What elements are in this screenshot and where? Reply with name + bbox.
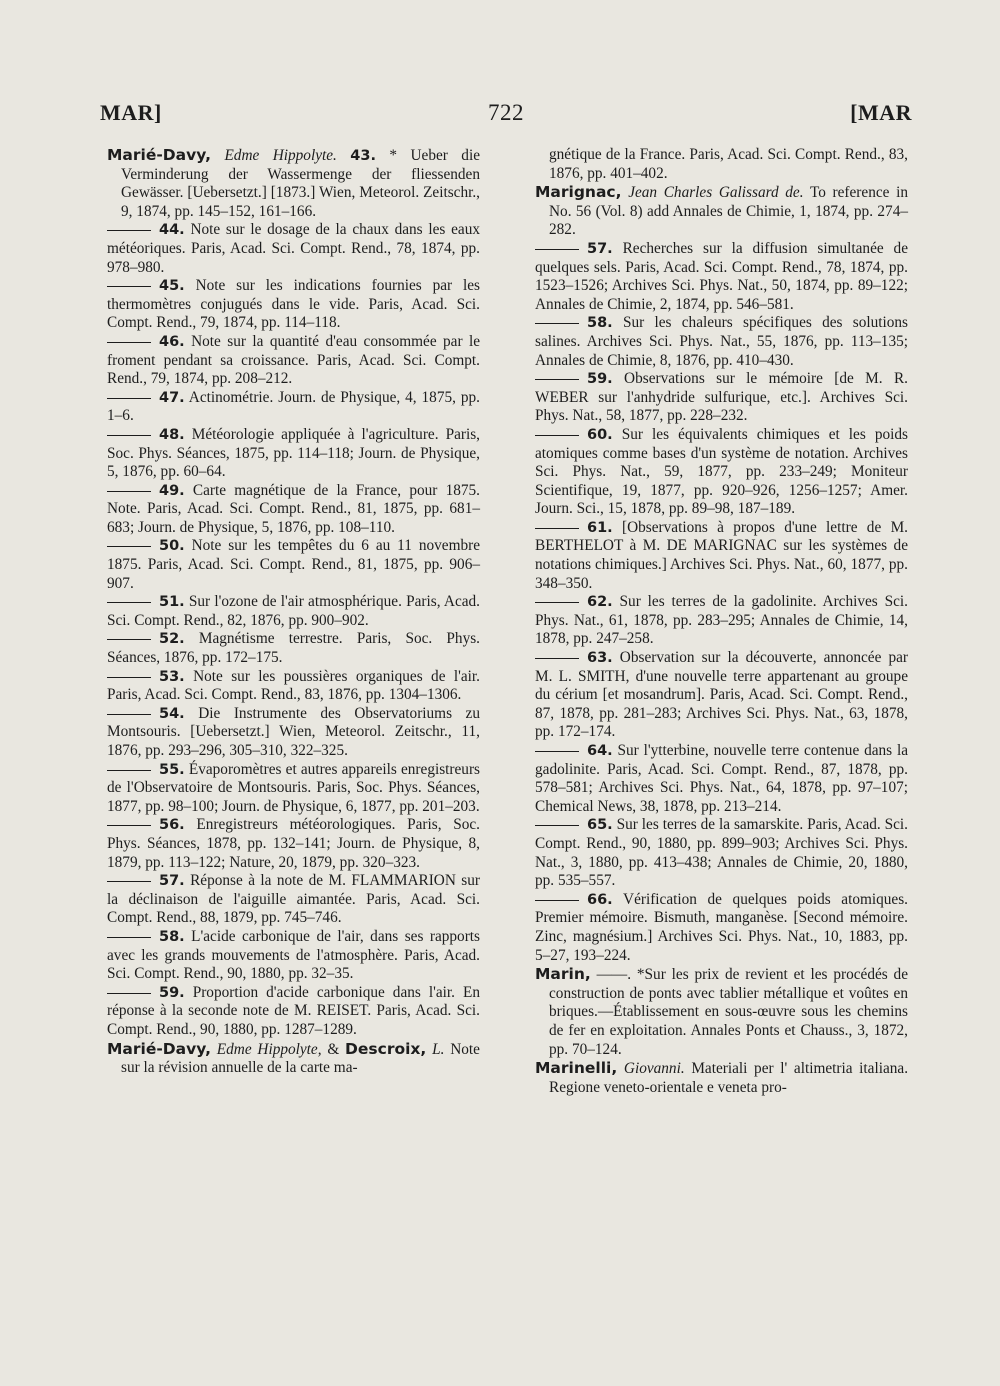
entry-text: * Ueber die Verminderung der Wassermenge der fliessenden Gewässer. [Uebersetzt.] [1873.] Wien, Meteorol. Zeitschr., 9, 1874, pp. 145–152, 161–166. bbox=[121, 147, 480, 220]
entry-number: 57. bbox=[159, 873, 185, 890]
author-given-name: Edme Hippolyte, bbox=[216, 1040, 322, 1058]
entry-text: Proportion d'acide carbonique dans l'air. En réponse à la seconde note de M. REISET. Paris, Acad. Sci. Compt. Rend., 90, 1880, pp. 1287–1289. bbox=[107, 983, 480, 1038]
sub-entry bbox=[107, 593, 480, 630]
entry-number: 55. bbox=[159, 761, 185, 778]
entry-marie-davy bbox=[107, 146, 480, 221]
entry-text: Note sur les tempêtes du 6 au 11 novembre 1875. Paris, Acad. Sci. Compt. Rend., 81, 1875, pp. 906–907. bbox=[107, 537, 480, 592]
entry-marin bbox=[535, 965, 908, 1059]
sub-entry bbox=[535, 649, 908, 742]
entry-text: Observations sur le mémoire [de M. R. WEBER sur l'anhydride sulfurique, etc.]. Archives Sci. Phys. Nat., 58, 1877, pp. 228–232. bbox=[535, 370, 908, 425]
entry-text: [Observations à propos d'une lettre de M. BERTHELOT à M. DE MARIGNAC sur les systèmes de notations chimiques.] Archives Sci. Phys. Nat., 60, 1877, pp. 348–350. bbox=[535, 518, 908, 592]
ampersand: & bbox=[327, 1040, 340, 1058]
entry-text: Note sur le dosage de la chaux dans les eaux météoriques. Paris, Acad. Sci. Compt. Rend., 78, 1874, pp. 978–980. bbox=[107, 221, 480, 276]
right-column bbox=[535, 146, 908, 1097]
entry-number: 66. bbox=[587, 891, 613, 908]
entry-text: To reference in No. 56 (Vol. 8) add Annales de Chimie, 1, 1874, pp. 274–282. bbox=[549, 184, 908, 239]
entry-text: Carte magnétique de la France, pour 1875. Note. Paris, Acad. Sci. Compt. Rend., 81, 1875, pp. 681–683; Journ. de Physique, 5, 1876, pp. 108–110. bbox=[107, 481, 481, 536]
entry-number: 63. bbox=[587, 650, 613, 667]
entry-text: Enregistreurs météorologiques. Paris, Soc. Phys. Séances, 1878, pp. 132–141; Journ. de Physique, 8, 1879, pp. 113–122; Nature, 20, 1879, pp. 320–323. bbox=[107, 816, 480, 871]
entry-number: 45. bbox=[159, 278, 185, 295]
sub-entry bbox=[535, 593, 908, 649]
author-given-name: Giovanni. bbox=[623, 1060, 685, 1078]
entry-text: Note sur la quantité d'eau consommée par le froment pendant sa croissance. Paris, Acad. Sci. Compt. Rend., 79, 1874, pp. 208–212. bbox=[107, 332, 481, 388]
entry-number: 53. bbox=[159, 668, 185, 685]
coauthor-given-name: L. bbox=[432, 1040, 445, 1058]
author-name: Marignac, bbox=[535, 183, 622, 202]
sub-entry bbox=[535, 519, 908, 593]
author-name: Marié-Davy, bbox=[107, 1039, 212, 1058]
entry-number: 51. bbox=[159, 594, 185, 611]
entry-number: 52. bbox=[159, 631, 185, 648]
sub-entry bbox=[107, 630, 480, 667]
sub-entry bbox=[535, 314, 908, 370]
entry-number: 57. bbox=[587, 240, 613, 257]
entry-number: 54. bbox=[159, 705, 185, 722]
entry-number: 61. bbox=[587, 519, 613, 536]
entry-marignac bbox=[535, 183, 908, 240]
entry-number: 56. bbox=[159, 817, 185, 834]
author-name: Marinelli, bbox=[535, 1059, 618, 1078]
entry-text: Materiali per l' altimetria italiana. Regione veneto-orientale e veneta pro- bbox=[549, 1060, 909, 1096]
entry-number: 43. bbox=[350, 148, 376, 164]
entry-number: 60. bbox=[587, 426, 613, 443]
entry-number: 62. bbox=[587, 594, 613, 611]
entry-number: 44. bbox=[159, 222, 185, 239]
sub-entry bbox=[107, 389, 480, 426]
entry-number: 48. bbox=[159, 426, 185, 443]
entry-text: Vérification de quelques poids atomiques. Premier mémoire. Bismuth, manganèse. [Second mémoire. Zinc, magnésium.] Archives Sci. Phys. Nat., 10, 1883, pp. 5–27, 193–224. bbox=[535, 890, 908, 964]
author-name: Marié-Davy, bbox=[107, 146, 212, 164]
sub-entry bbox=[107, 816, 480, 872]
entry-number: 47. bbox=[159, 389, 185, 406]
sub-entry bbox=[107, 221, 480, 277]
entry-text: Actinométrie. Journ. de Physique, 4, 1875, pp. 1–6. bbox=[107, 388, 480, 425]
sub-entry bbox=[107, 705, 480, 761]
entry-text: Recherches sur la diffusion simultanée de quelques sels. Paris, Acad. Sci. Compt. Rend., 78, 1874, pp. 1523–1526; Archives Sci. Phys. Nat., 50, 1874, pp. 89–122; Annales de Chimie, 2, 1874, pp. 546–581. bbox=[535, 239, 908, 313]
sub-entry bbox=[107, 761, 480, 817]
entry-number: 58. bbox=[159, 928, 185, 945]
entry-text: Sur les terres de la gadolinite. Archives Sci. Phys. Nat., 61, 1878, pp. 283–295; Annales de Chimie, 14, 1878, pp. 247–258. bbox=[535, 593, 908, 648]
sub-entry bbox=[535, 370, 908, 426]
sub-entry bbox=[107, 426, 480, 482]
entry-number: 65. bbox=[587, 817, 613, 834]
sub-entry bbox=[535, 891, 908, 965]
entry-text: Sur les équivalents chimiques et les poids atomiques comme bases d'un système de notation. Archives Sci. Phys. Nat., 59, 1877, pp. 233–249; Moniteur Scientifique, 19, 1877, pp. 920–926, 1256–1257; Amer. Journ. Sci., 15, 1878, pp. 89–98, 187–189. bbox=[535, 425, 908, 518]
running-header bbox=[100, 100, 912, 130]
entry-number: 59. bbox=[587, 371, 613, 388]
entry-text: Die Instrumente des Observatoriums zu Montsouris. [Uebersetzt.] Wien, Meteorol. Zeitschr., 11, 1876, pp. 293–296, 305–310, 322–325. bbox=[107, 704, 480, 759]
sub-entry bbox=[107, 537, 480, 593]
sub-entry bbox=[535, 426, 908, 519]
sub-entry bbox=[107, 984, 480, 1040]
entry-number: 58. bbox=[587, 315, 613, 332]
entry-text: Observation sur la découverte, annoncée par M. L. SMITH, d'une nouvelle terre appartenant au groupe du cérium [et mosandrum]. Paris, Acad. Sci. Compt. Rend., 87, 1878, pp. 281–283; Archives Sci. Phys. Nat., 63, 1878, pp. 172–174. bbox=[535, 649, 909, 741]
entry-text: ——. *Sur les prix de revient et les procédés de construction de ponts avec tablier métallique et voûtes en briques.—Établissement en sous-œuvre sous les chemins de fer en exploitation. Annales Ponts et Chauss., 3, 1872, pp. 70–124. bbox=[549, 966, 908, 1058]
entry-marinelli bbox=[535, 1059, 908, 1097]
sub-entry bbox=[107, 668, 480, 705]
entry-text: Sur l'ozone de l'air atmosphérique. Paris, Acad. Sci. Compt. Rend., 82, 1876, pp. 900–902. bbox=[107, 593, 480, 629]
entry-text: Sur l'ytterbine, nouvelle terre contenue dans la gadolinite. Paris, Acad. Sci. Compt. Rend., 87, 1878, pp. 578–581; Archives Sci. Phys. Nat., 64, 1878, pp. 97–107; Chemical News, 38, 1878, pp. 213–214. bbox=[535, 742, 908, 815]
page-number: 722 bbox=[488, 100, 524, 125]
sub-entry bbox=[107, 928, 480, 984]
author-given-name: Edme Hippolyte. bbox=[224, 147, 337, 164]
entry-number: 49. bbox=[159, 482, 185, 499]
entry-text: Note sur la révision annuelle de la carte ma- bbox=[121, 1040, 480, 1077]
sub-entry bbox=[535, 816, 908, 890]
entry-text: Sur les chaleurs spécifiques des solutions salines. Archives Sci. Phys. Nat., 55, 1876, pp. 113–135; Annales de Chimie, 8, 1876, pp. 410–430. bbox=[535, 314, 909, 369]
entry-marie-davy-descroix bbox=[107, 1040, 480, 1078]
entry-number: 50. bbox=[159, 538, 185, 555]
entry-text: Sur les terres de la samarskite. Paris, Acad. Sci. Compt. Rend., 90, 1880, pp. 899–903; Archives Sci. Phys. Nat., 3, 1880, pp. 413–438; Annales de Chimie, 20, 1880, pp. 535–557. bbox=[535, 816, 908, 890]
entry-text: Note sur les poussières organiques de l'air. Paris, Acad. Sci. Compt. Rend., 83, 1876, pp. 1304–1306. bbox=[107, 667, 481, 704]
continued-entry: gnétique de la France. Paris, Acad. Sci. Compt. Rend., 83, 1876, pp. 401–402. bbox=[549, 146, 908, 182]
entry-text: Évaporomètres et autres appareils enregistreurs de l'Observatoire de Montsouris. Paris, Soc. Phys. Séances, 1877, pp. 98–100; Journ. de Physique, 6, 1877, pp. 201–203. bbox=[107, 760, 480, 815]
entry-number: 46. bbox=[159, 333, 185, 350]
entry-text: Réponse à la note de M. FLAMMARION sur la déclinaison de l'aiguille aimantée. Paris, Acad. Sci. Compt. Rend., 88, 1879, pp. 745–746. bbox=[107, 872, 480, 927]
sub-entry bbox=[535, 240, 908, 314]
left-column bbox=[107, 146, 480, 1078]
sub-entry bbox=[107, 872, 480, 928]
coauthor-name: Descroix, bbox=[345, 1039, 427, 1058]
header-right: [MAR bbox=[850, 100, 912, 125]
sub-entry bbox=[535, 742, 908, 816]
sub-entry bbox=[107, 482, 480, 538]
header-left: MAR] bbox=[100, 100, 162, 125]
entry-number: 64. bbox=[587, 743, 613, 759]
entry-number: 59. bbox=[159, 984, 185, 1001]
entry-text: Magnétisme terrestre. Paris, Soc. Phys. Séances, 1876, pp. 172–175. bbox=[107, 630, 480, 667]
entry-text: L'acide carbonique de l'air, dans ses rapports avec les grands mouvements de l'atmosphère. Paris, Acad. Sci. Compt. Rend., 90, 1880, pp. 32–35. bbox=[107, 927, 480, 983]
sub-entry bbox=[107, 333, 480, 389]
author-given-name: Jean Charles Galissard de. bbox=[628, 184, 804, 202]
sub-entry bbox=[107, 277, 480, 333]
entry-text: Note sur les indications fournies par les thermomètres conjugués dans le vide. Paris, Acad. Sci. Compt. Rend., 79, 1874, pp. 114–118. bbox=[107, 277, 480, 332]
author-name: Marin, bbox=[535, 965, 591, 984]
entry-text: Météorologie appliquée à l'agriculture. Paris, Soc. Phys. Séances, 1875, pp. 114–118; Journ. de Physique, 5, 1876, pp. 60–64. bbox=[107, 425, 480, 481]
